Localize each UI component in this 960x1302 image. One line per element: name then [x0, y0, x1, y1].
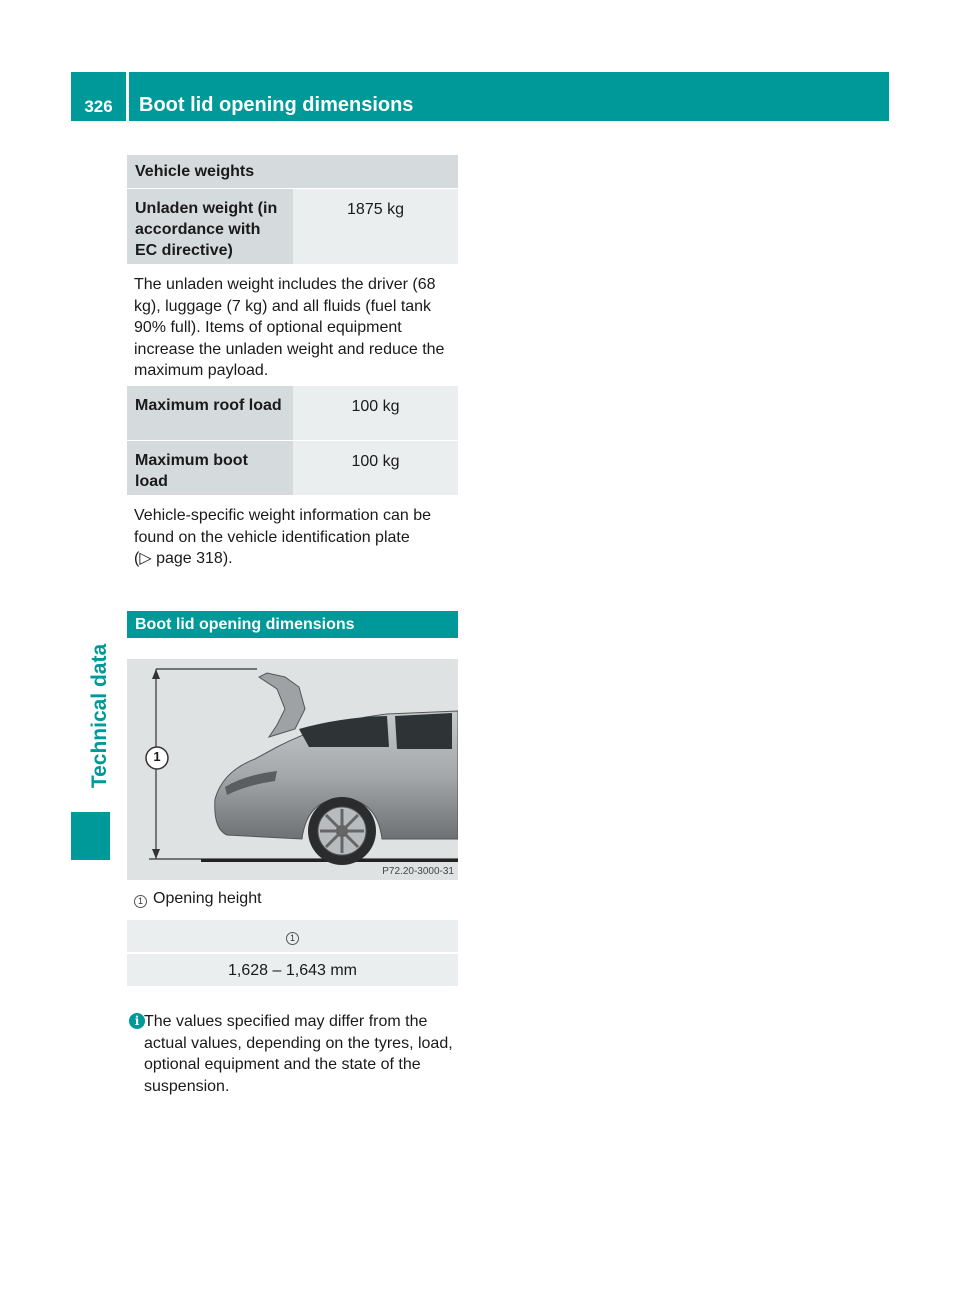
dimension-value: 1,628 – 1,643 mm	[127, 954, 458, 986]
figure-callout: 1	[153, 749, 161, 764]
info-icon: i	[129, 1013, 145, 1029]
unladen-weight-row	[127, 189, 458, 264]
side-tab-label: Technical data	[88, 643, 111, 789]
car-illustration	[127, 659, 458, 880]
unladen-weight-value: 1875 kg	[347, 201, 404, 218]
page-title: Boot lid opening dimensions	[139, 94, 414, 116]
boot-load-value: 100 kg	[351, 453, 400, 470]
dimension-table-header	[127, 920, 458, 952]
vehicle-info-text: Vehicle-specific weight information can be found on the vehicle identification plate	[134, 507, 432, 546]
roof-load-label: Maximum roof load	[127, 386, 293, 440]
page-number: 326	[84, 97, 113, 116]
section-heading: Boot lid opening dimensions	[127, 611, 458, 638]
figure-legend	[134, 889, 262, 909]
legend-marker: 1	[134, 895, 147, 908]
unladen-weight-label: Unladen weight (in accordance with EC directive)	[127, 189, 293, 264]
info-note-text: The values specified may differ from the actual values, depending on the tyres, load, optional equipment and the state of the suspension.	[144, 1013, 453, 1095]
boot-lid-figure	[127, 659, 458, 880]
unladen-weight-note: The unladen weight includes the driver (68 kg), luggage (7 kg) and all fluids (fuel tank 90% full). Items of optional equipment increase the unladen weight and reduce the maximum payload.	[134, 276, 445, 379]
dimension-marker: 1	[286, 932, 299, 945]
boot-load-label: Maximum boot load	[127, 441, 293, 495]
roof-load-row	[127, 386, 458, 440]
roof-load-value: 100 kg	[351, 398, 400, 415]
vehicle-info-note	[134, 505, 464, 570]
header-divider	[126, 72, 129, 121]
side-tab-marker	[71, 812, 110, 860]
figure-code: P72.20-3000-31	[382, 866, 454, 877]
weights-table-heading: Vehicle weights	[127, 155, 458, 188]
legend-label: Opening height	[153, 890, 262, 907]
page-reference-link[interactable]: (▷ page 318).	[134, 550, 233, 567]
boot-load-row	[127, 441, 458, 495]
